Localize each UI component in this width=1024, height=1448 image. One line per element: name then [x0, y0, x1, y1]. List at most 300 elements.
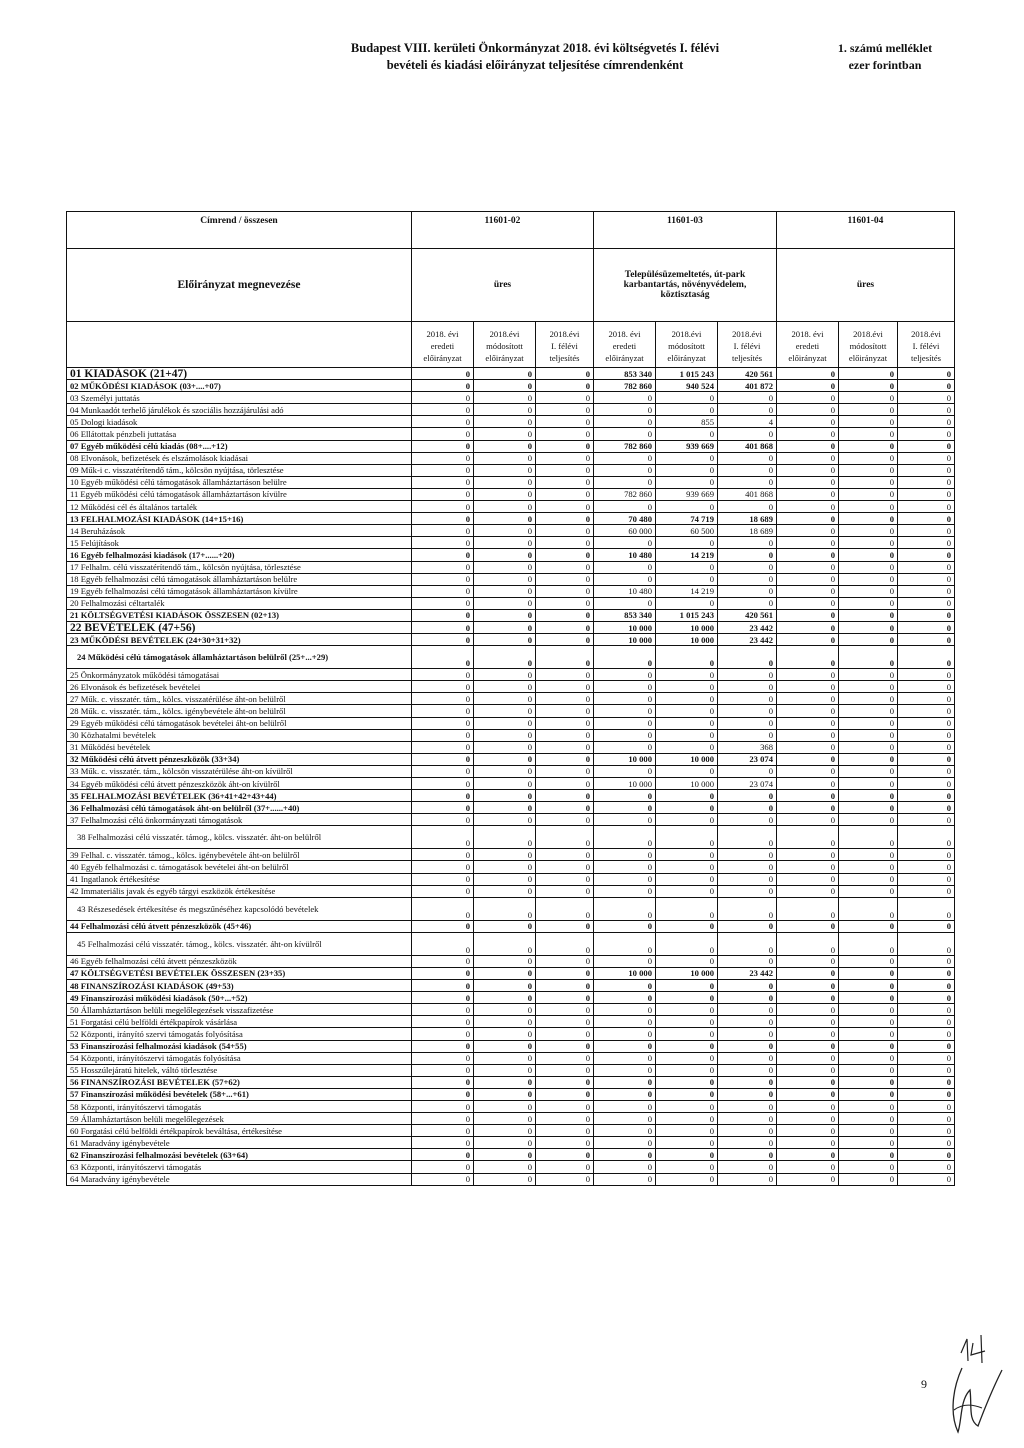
table-row [67, 802, 955, 814]
value-cell: 0 [474, 1149, 536, 1161]
value-cell: 23 074 [718, 753, 777, 765]
value-cell: 0 [536, 368, 594, 380]
value-cell: 0 [839, 1149, 898, 1161]
column-header-line: 2018.évi [853, 329, 883, 339]
value-cell: 0 [718, 897, 777, 920]
value-cell: 0 [412, 669, 474, 681]
value-cell: 0 [594, 464, 656, 476]
value-cell: 0 [656, 1028, 718, 1040]
column-header-line: I. félévi [733, 341, 761, 351]
table-row [67, 932, 955, 955]
value-cell: 10 000 [594, 634, 656, 646]
column-header-line: módosított [486, 341, 523, 351]
value-cell: 0 [656, 992, 718, 1004]
value-cell: 0 [898, 585, 955, 597]
signature [932, 1360, 1012, 1445]
value-cell: 0 [656, 501, 718, 513]
value-cell: 0 [536, 440, 594, 452]
column-header-line: 2018.évi [911, 329, 941, 339]
value-cell: 10 000 [594, 753, 656, 765]
value-cell: 0 [898, 1052, 955, 1064]
value-cell: 0 [474, 368, 536, 380]
value-cell: 0 [839, 1173, 898, 1185]
value-cell: 0 [536, 573, 594, 585]
value-cell: 0 [839, 885, 898, 897]
value-cell: 0 [718, 1016, 777, 1028]
value-cell: 0 [898, 609, 955, 621]
document-title [285, 40, 785, 74]
table-row [67, 885, 955, 897]
value-cell: 0 [777, 1173, 839, 1185]
row-label: 54 Központi, irányítószervi támogatás folyósítása [67, 1052, 412, 1064]
row-label: 59 Államháztartáson belüli megelőlegezések [67, 1113, 412, 1125]
row-label: 14 Beruházások [67, 525, 412, 537]
value-cell: 0 [656, 1076, 718, 1088]
value-cell: 0 [474, 392, 536, 404]
value-cell: 0 [412, 368, 474, 380]
value-cell: 0 [898, 1161, 955, 1173]
value-cell: 0 [718, 992, 777, 1004]
value-cell: 853 340 [594, 368, 656, 380]
value-cell: 0 [536, 1016, 594, 1028]
value-cell: 0 [898, 669, 955, 681]
value-cell: 0 [777, 826, 839, 849]
value-cell: 0 [594, 897, 656, 920]
value-cell: 0 [718, 729, 777, 741]
value-cell: 0 [898, 765, 955, 777]
value-cell: 0 [777, 488, 839, 500]
row-label: 50 Államháztartáson belüli megelőlegezések visszafizetése [67, 1004, 412, 1016]
value-cell: 0 [656, 392, 718, 404]
table-row [67, 609, 955, 621]
table-row [67, 790, 955, 802]
value-cell: 0 [656, 1088, 718, 1100]
value-cell: 0 [536, 693, 594, 705]
column-header-line: 2018. évi [608, 329, 641, 339]
value-cell: 0 [474, 488, 536, 500]
value-cell: 0 [474, 513, 536, 525]
value-cell: 0 [898, 488, 955, 500]
value-cell: 0 [594, 1040, 656, 1052]
value-cell: 0 [656, 1064, 718, 1076]
value-cell: 0 [536, 501, 594, 513]
value-cell: 0 [777, 501, 839, 513]
value-cell: 0 [594, 452, 656, 464]
value-cell: 0 [536, 705, 594, 717]
value-cell: 0 [898, 646, 955, 669]
value-cell: 4 [718, 416, 777, 428]
value-cell: 14 219 [656, 585, 718, 597]
column-header [898, 322, 955, 368]
value-cell: 0 [412, 1149, 474, 1161]
value-cell: 0 [898, 681, 955, 693]
value-cell: 0 [718, 1137, 777, 1149]
value-cell: 0 [536, 561, 594, 573]
value-cell: 0 [536, 549, 594, 561]
value-cell: 0 [656, 741, 718, 753]
value-cell: 0 [656, 885, 718, 897]
value-cell: 0 [898, 525, 955, 537]
value-cell: 0 [777, 561, 839, 573]
value-cell: 0 [656, 1125, 718, 1137]
value-cell: 0 [718, 717, 777, 729]
code-11601-04: 11601-04 [777, 212, 955, 249]
value-cell: 0 [839, 428, 898, 440]
value-cell: 0 [898, 778, 955, 790]
value-cell: 0 [474, 1052, 536, 1064]
table-row [67, 967, 955, 979]
value-cell: 0 [412, 1173, 474, 1185]
value-cell: 0 [777, 597, 839, 609]
value-cell: 0 [777, 1149, 839, 1161]
value-cell: 0 [656, 717, 718, 729]
table-row [67, 729, 955, 741]
value-cell: 0 [474, 440, 536, 452]
value-cell: 0 [718, 765, 777, 777]
value-cell: 0 [839, 634, 898, 646]
value-cell: 0 [777, 920, 839, 932]
value-cell: 0 [412, 621, 474, 633]
value-cell: 0 [777, 705, 839, 717]
table-row [67, 1149, 955, 1161]
value-cell: 10 000 [656, 621, 718, 633]
value-cell: 0 [594, 705, 656, 717]
value-cell: 0 [474, 646, 536, 669]
value-cell: 0 [536, 404, 594, 416]
value-cell: 0 [656, 1137, 718, 1149]
value-cell: 0 [474, 980, 536, 992]
value-cell: 23 442 [718, 621, 777, 633]
row-label: 41 Ingatlanok értékesítése [67, 873, 412, 885]
value-cell: 0 [656, 802, 718, 814]
row-label: 13 FELHALMOZÁSI KIADÁSOK (14+15+16) [67, 513, 412, 525]
value-cell: 0 [536, 1100, 594, 1112]
value-cell: 0 [474, 717, 536, 729]
row-label: 32 Működési célú átvett pénzeszközök (33+34) [67, 753, 412, 765]
value-cell: 0 [839, 967, 898, 979]
value-cell: 939 669 [656, 440, 718, 452]
table-row [67, 920, 955, 932]
value-cell: 0 [777, 1052, 839, 1064]
table-row [67, 669, 955, 681]
value-cell: 0 [474, 561, 536, 573]
column-header-line: 2018. évi [426, 329, 459, 339]
table-row [67, 549, 955, 561]
value-cell: 60 000 [594, 525, 656, 537]
table-row [67, 741, 955, 753]
value-cell: 0 [898, 693, 955, 705]
value-cell: 0 [412, 765, 474, 777]
row-label: 58 Központi, irányítószervi támogatás [67, 1100, 412, 1112]
value-cell: 0 [474, 404, 536, 416]
value-cell: 0 [718, 573, 777, 585]
table-row [67, 681, 955, 693]
row-label: 02 MŰKÖDÉSI KIADÁSOK (03+....+07) [67, 380, 412, 392]
value-cell: 0 [594, 693, 656, 705]
value-cell: 0 [474, 1076, 536, 1088]
value-cell: 0 [474, 1100, 536, 1112]
value-cell: 0 [718, 464, 777, 476]
table-row [67, 440, 955, 452]
value-cell: 0 [656, 897, 718, 920]
value-cell: 0 [474, 790, 536, 802]
value-cell: 0 [839, 1064, 898, 1076]
value-cell: 0 [536, 967, 594, 979]
value-cell: 0 [474, 1016, 536, 1028]
value-cell: 10 000 [656, 753, 718, 765]
table-row [67, 634, 955, 646]
title-line-2: bevételi és kiadási előirányzat teljesítése címrendenként [386, 58, 684, 72]
row-label: 01 KIADÁSOK (21+47) [67, 368, 412, 380]
value-cell: 0 [839, 765, 898, 777]
value-cell: 0 [718, 1149, 777, 1161]
value-cell: 0 [594, 1161, 656, 1173]
value-cell: 0 [474, 885, 536, 897]
value-cell: 0 [898, 380, 955, 392]
value-cell: 0 [777, 609, 839, 621]
value-cell: 0 [898, 501, 955, 513]
value-cell: 0 [594, 597, 656, 609]
table-row [67, 416, 955, 428]
value-cell: 0 [474, 476, 536, 488]
value-cell: 0 [839, 1052, 898, 1064]
value-cell: 0 [898, 440, 955, 452]
value-cell: 0 [898, 416, 955, 428]
value-cell: 0 [656, 1113, 718, 1125]
column-header-line: teljesítés [910, 353, 942, 363]
row-label: 39 Felhal. c. visszatér. támog., kölcs. igénybevétele áht-on belülről [67, 849, 412, 861]
value-cell: 0 [898, 814, 955, 826]
column-header [656, 322, 718, 368]
value-cell: 0 [718, 861, 777, 873]
row-label: 16 Egyéb felhalmozási kiadások (17+......+20) [67, 549, 412, 561]
value-cell: 0 [536, 537, 594, 549]
value-cell: 0 [898, 920, 955, 932]
value-cell: 0 [412, 1125, 474, 1137]
column-header-line: előirányzat [605, 353, 644, 363]
row-label: 53 Finanszírozási felhalmozási kiadások (54+55) [67, 1040, 412, 1052]
value-cell: 0 [474, 428, 536, 440]
value-cell: 0 [777, 849, 839, 861]
value-cell: 0 [412, 955, 474, 967]
value-cell: 0 [777, 1028, 839, 1040]
row-label: 31 Működési bevételek [67, 741, 412, 753]
value-cell: 0 [474, 549, 536, 561]
value-cell: 0 [777, 967, 839, 979]
value-cell: 0 [536, 1004, 594, 1016]
value-cell: 0 [412, 814, 474, 826]
value-cell: 0 [412, 1028, 474, 1040]
row-label: 04 Munkaadót terhelő járulékok és szociális hozzájárulási adó [67, 404, 412, 416]
value-cell: 0 [474, 897, 536, 920]
value-cell: 0 [594, 849, 656, 861]
value-cell: 0 [536, 1088, 594, 1100]
value-cell: 0 [718, 1113, 777, 1125]
value-cell: 0 [474, 1040, 536, 1052]
value-cell: 0 [839, 729, 898, 741]
value-cell: 0 [898, 1040, 955, 1052]
value-cell: 0 [718, 849, 777, 861]
value-cell: 0 [474, 1173, 536, 1185]
value-cell: 0 [718, 476, 777, 488]
table-row [67, 1125, 955, 1137]
value-cell: 0 [474, 537, 536, 549]
row-label: 34 Egyéb működési célú átvett pénzeszközök áht-on kívülről [67, 778, 412, 790]
row-label: 30 Közhatalmi bevételek [67, 729, 412, 741]
table-row [67, 621, 955, 633]
value-cell: 0 [898, 980, 955, 992]
value-cell: 0 [594, 861, 656, 873]
value-cell: 0 [536, 452, 594, 464]
value-cell: 855 [656, 416, 718, 428]
value-cell: 0 [412, 380, 474, 392]
value-cell: 0 [777, 778, 839, 790]
value-cell: 0 [412, 681, 474, 693]
value-cell: 0 [898, 428, 955, 440]
value-cell: 0 [898, 1088, 955, 1100]
value-cell: 0 [412, 897, 474, 920]
value-cell: 0 [594, 1028, 656, 1040]
value-cell: 0 [777, 537, 839, 549]
value-cell: 0 [536, 1161, 594, 1173]
row-label: 11 Egyéb működési célú támogatások államháztartáson kívülre [67, 488, 412, 500]
value-cell: 782 860 [594, 380, 656, 392]
value-cell: 0 [718, 980, 777, 992]
value-cell: 0 [656, 646, 718, 669]
value-cell: 0 [474, 585, 536, 597]
value-cell: 0 [412, 452, 474, 464]
value-cell: 0 [718, 1088, 777, 1100]
value-cell: 0 [412, 609, 474, 621]
value-cell: 0 [474, 464, 536, 476]
column-header-line: teljesítés [549, 353, 580, 363]
cimrend-label: Címrend / összesen [67, 212, 412, 249]
row-label: 19 Egyéb felhalmozási célú támogatások államháztartáson kívülre [67, 585, 412, 597]
value-cell: 0 [412, 1040, 474, 1052]
table-row [67, 814, 955, 826]
value-cell: 0 [777, 1088, 839, 1100]
value-cell: 0 [777, 802, 839, 814]
value-cell: 0 [594, 1100, 656, 1112]
value-cell: 0 [839, 669, 898, 681]
value-cell: 0 [777, 634, 839, 646]
column-header [474, 322, 536, 368]
value-cell: 0 [656, 1100, 718, 1112]
value-cell: 0 [536, 753, 594, 765]
value-cell: 0 [536, 729, 594, 741]
value-cell: 0 [718, 681, 777, 693]
value-cell: 0 [474, 920, 536, 932]
value-cell: 0 [777, 1064, 839, 1076]
value-cell: 0 [412, 1113, 474, 1125]
value-cell: 0 [777, 1076, 839, 1088]
value-cell: 0 [839, 826, 898, 849]
value-cell: 0 [898, 1113, 955, 1125]
row-label: 26 Elvonások és befizetések bevételei [67, 681, 412, 693]
value-cell: 0 [839, 814, 898, 826]
unit-label: ezer forintban [848, 58, 922, 72]
column-header-line: előirányzat [788, 353, 827, 363]
value-cell: 0 [656, 849, 718, 861]
value-cell: 0 [412, 705, 474, 717]
value-cell: 0 [594, 1052, 656, 1064]
value-cell: 0 [898, 392, 955, 404]
value-cell: 0 [412, 1137, 474, 1149]
value-cell: 0 [718, 1100, 777, 1112]
value-cell: 0 [656, 573, 718, 585]
value-cell: 0 [412, 861, 474, 873]
value-cell: 0 [412, 525, 474, 537]
value-cell: 0 [839, 717, 898, 729]
value-cell: 0 [656, 693, 718, 705]
column-header-line: eredeti [430, 341, 455, 351]
value-cell: 0 [474, 501, 536, 513]
value-cell: 0 [718, 585, 777, 597]
column-header-line: eredeti [795, 341, 820, 351]
value-cell: 0 [474, 1004, 536, 1016]
row-label: 35 FELHALMOZÁSI BEVÉTELEK (36+41+42+43+44) [67, 790, 412, 802]
value-cell: 0 [474, 1113, 536, 1125]
value-cell: 0 [656, 669, 718, 681]
value-cell: 0 [594, 1076, 656, 1088]
value-cell: 0 [536, 778, 594, 790]
value-cell: 0 [839, 897, 898, 920]
value-cell: 420 561 [718, 368, 777, 380]
row-label: 05 Dologi kiadások [67, 416, 412, 428]
value-cell: 0 [777, 741, 839, 753]
value-cell: 0 [656, 404, 718, 416]
value-cell: 0 [777, 1004, 839, 1016]
value-cell: 0 [898, 729, 955, 741]
value-cell: 0 [898, 573, 955, 585]
value-cell: 10 000 [594, 967, 656, 979]
value-cell: 0 [474, 873, 536, 885]
value-cell: 0 [536, 646, 594, 669]
value-cell: 0 [718, 1004, 777, 1016]
value-cell: 0 [839, 1028, 898, 1040]
table-row [67, 537, 955, 549]
value-cell: 0 [474, 955, 536, 967]
table-row [67, 778, 955, 790]
row-label: 21 KÖLTSÉGVETÉSI KIADÁSOK ÖSSZESEN (02+13) [67, 609, 412, 621]
row-label: 49 Finanszírozási működési kiadások (50+...+52) [67, 992, 412, 1004]
value-cell: 0 [898, 932, 955, 955]
table-row [67, 525, 955, 537]
value-cell: 0 [474, 597, 536, 609]
value-cell: 0 [474, 1088, 536, 1100]
value-cell: 0 [839, 537, 898, 549]
value-cell: 0 [898, 1004, 955, 1016]
page-number: 9 [921, 1377, 927, 1391]
column-header-line: módosított [849, 341, 887, 351]
table-row [67, 980, 955, 992]
value-cell: 0 [412, 967, 474, 979]
value-cell: 782 860 [594, 488, 656, 500]
value-cell: 0 [536, 1076, 594, 1088]
value-cell: 782 860 [594, 440, 656, 452]
value-cell: 0 [536, 814, 594, 826]
value-cell: 0 [718, 1173, 777, 1185]
value-cell: 0 [718, 955, 777, 967]
value-cell: 0 [474, 609, 536, 621]
value-cell: 0 [839, 488, 898, 500]
value-cell: 0 [898, 476, 955, 488]
value-cell: 0 [898, 861, 955, 873]
table-row [67, 955, 955, 967]
value-cell: 0 [898, 1173, 955, 1185]
value-cell: 0 [656, 597, 718, 609]
value-cell: 0 [777, 404, 839, 416]
